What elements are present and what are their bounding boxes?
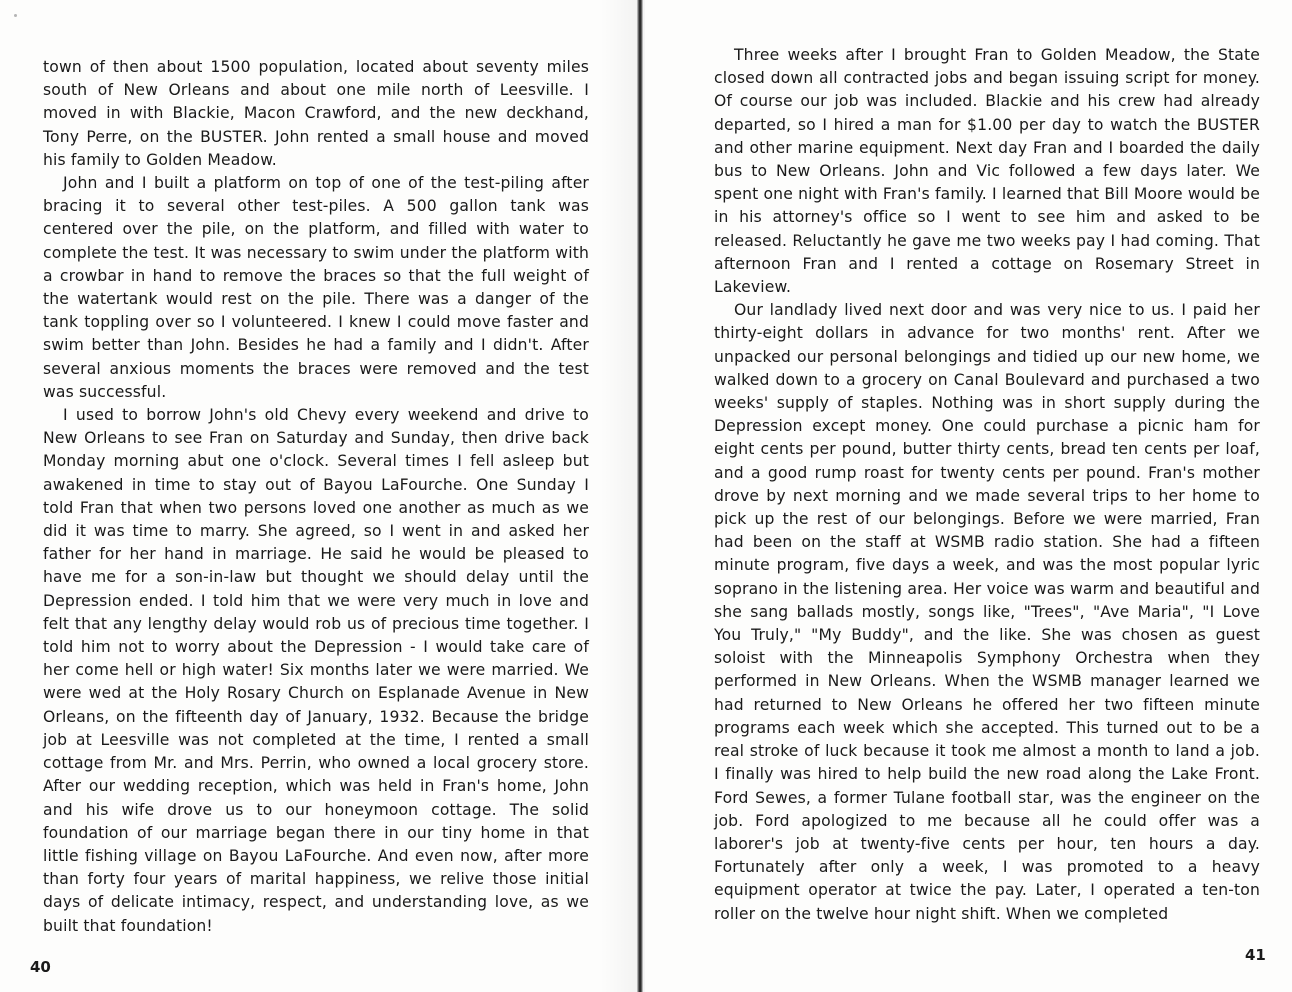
right-page-body bbox=[714, 44, 1260, 926]
right-paragraph-1: Three weeks after I brought Fran to Golden Meadow, the State closed down all contracted jobs and began issuing script for money. Of course our job was included. Blackie and his crew had already departed, so I hired a man for $1.00 per day to watch the BUSTER and other marine equipment. Next day Fran and I boarded the daily bus to New Orleans. John and Vic followed a few days later. We spent one night with Fran's family. I learned that Bill Moore would be in his attorney's office so I went to see him and asked to be released. Reluctantly he gave me two weeks pay I had coming. That afternoon Fran and I rented a cottage on Rosemary Street in Lakeview. bbox=[714, 46, 1260, 297]
gutter-shadow-left bbox=[600, 0, 637, 992]
left-page-body bbox=[43, 56, 589, 938]
right-page-number: 41 bbox=[1245, 946, 1266, 964]
left-page-number: 40 bbox=[30, 958, 51, 976]
left-page bbox=[0, 0, 639, 992]
left-paragraph-1: town of then about 1500 population, located about seventy miles south of New Orleans and about one mile north of Leesville. I moved in with Blackie, Macon Crawford, and the new deckhand, Tony Perre, on the BUSTER. John rented a small house and moved his family to Golden Meadow. bbox=[43, 58, 589, 169]
left-paragraph-3: I used to borrow John's old Chevy every weekend and drive to New Orleans to see Fran on Saturday and Sunday, then drive back Monday morning abut one o'clock. Several times I fell asleep but awakened in time to stay out of Bayou LaFourche. One Sunday I told Fran that when two persons loved one another as much as we did it was time to marry. She agreed, so I went in and asked her father for her hand in marriage. He said he would be pleased to have me for a son-in-law but thought we should delay until the Depression ended. I told him that we were very much in love and felt that any lengthy delay would rob us of precious time together. I told him not to worry about the Depression - I would take care of her come hell or high water! Six months later we were married. We were wed at the Holy Rosary Church on Esplanade Avenue in New Orleans, on the fifteenth day of January, 1932. Because the bridge job at Leesville was not completed at the time, I rented a small cottage from Mr. and Mrs. Perrin, who owned a local grocery store. After our wedding reception, which was held in Fran's home, John and his wife drove us to our honeymoon cottage. The solid foundation of our marriage began there in our tiny home in that little fishing village on Bayou LaFourche. And even now, after more than forty four years of marital happiness, we relive those initial days of delicate intimacy, respect, and understanding love, as we built that foundation! bbox=[43, 406, 589, 935]
paper-speck bbox=[14, 14, 17, 17]
right-paragraph-2: Our landlady lived next door and was very nice to us. I paid her thirty-eight dollars in advance for two months' rent. After we unpacked our personal belongings and tidied up our new home, we walked down to a grocery on Canal Boulevard and purchased a two weeks' supply of staples. Nothing was in short supply during the Depression except money. One could purchase a picnic ham for eight cents per pound, butter thirty cents, bread ten cents per loaf, and a good rump roast for twenty cents per pound. Fran's mother drove by next morning and we made several trips to her home to pick up the rest of our belongings. Before we were married, Fran had been on the staff at WSMB radio station. She had a fifteen minute program, five days a week, and was the most popular lyric soprano in the listening area. Her voice was warm and beautiful and she sang ballads mostly, songs like, "Trees", "Ave Maria", "I Love You Truly," "My Buddy", and the like. She was chosen as guest soloist with the Minneapolis Symphony Orchestra when they performed in New Orleans. When the WSMB manager learned we had returned to New Orleans he offered her two fifteen minute programs each week which she accepted. This turned out to be a real stroke of luck because it took me almost a month to land a job. I finally was hired to help build the new road along the Lake Front. Ford Sewes, a former Tulane football star, was the engineer on the job. Ford apologized to me because all he could offer was a laborer's job at twenty-five cents per hour, ten hours a day. Fortunately after only a week, I was promoted to a heavy equipment operator at twice the pay. Later, I operated a ten-ton roller on the twelve hour night shift. When we completed bbox=[714, 301, 1260, 923]
left-paragraph-2: John and I built a platform on top of one of the test-piling after bracing it to several other test-piles. A 500 gallon tank was centered over the pile, on the platform, and filled with water to complete the test. It was necessary to swim under the platform with a crowbar in hand to remove the braces so that the full weight of the watertank would rest on the pile. There was a danger of the tank toppling over so I volunteered. I knew I could move faster and swim better than John. Besides he had a family and I didn't. After several anxious moments the braces were removed and the test was successful. bbox=[43, 174, 589, 401]
